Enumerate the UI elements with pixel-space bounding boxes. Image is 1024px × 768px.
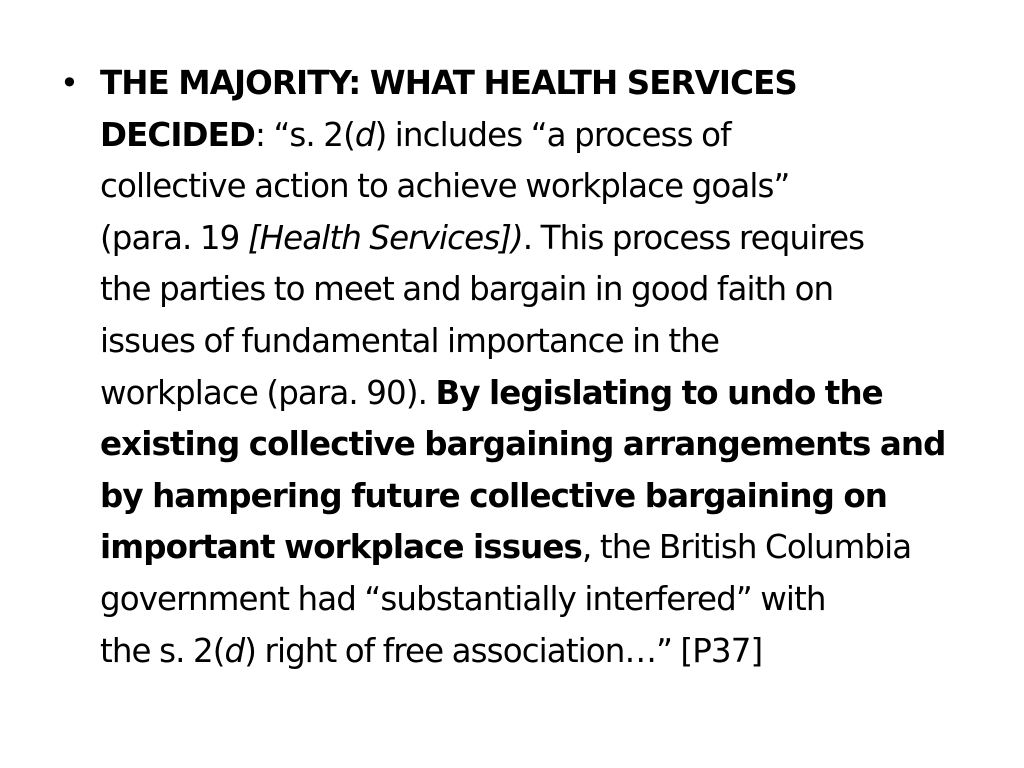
- bullet-paragraph: [60, 58, 980, 677]
- text-segment: (para. 19: [100, 218, 248, 257]
- italic-text: [Health Services]): [247, 218, 523, 257]
- text-segment: : “s. 2(: [254, 115, 355, 154]
- text-line: [100, 316, 980, 368]
- text-segment: collective action to achieve workplace goals”: [100, 167, 790, 206]
- text-segment: . This process requires: [522, 218, 865, 257]
- text-segment: , the British Columbia: [581, 528, 912, 567]
- text-segment: government had “substantially interfered” with: [100, 579, 826, 618]
- text-segment: workplace (para. 90).: [100, 373, 436, 412]
- bold-text: THE MAJORITY: WHAT HEALTH SERVICES: [100, 64, 797, 102]
- bold-text: existing collective bargaining arrangements and: [100, 425, 946, 464]
- bullet-marker: •: [60, 64, 78, 102]
- text-line: [100, 110, 980, 162]
- text-line: [100, 58, 980, 110]
- text-line: [100, 522, 980, 574]
- text-segment: ) includes “a process of: [374, 115, 731, 154]
- bold-text: DECIDED: [100, 115, 255, 154]
- text-line: [100, 574, 980, 626]
- bold-text: By legislating to undo the: [435, 373, 883, 412]
- text-line: [100, 626, 980, 678]
- text-segment: the s. 2(: [100, 631, 225, 670]
- italic-text: d: [354, 115, 375, 154]
- text-segment: ) right of free association…” [P37]: [244, 631, 763, 670]
- text-line: [100, 213, 980, 265]
- text-line: [100, 419, 980, 471]
- paragraph-lines: [100, 58, 980, 677]
- text-line: [100, 368, 980, 420]
- bold-text: important workplace issues: [100, 528, 582, 567]
- italic-text: d: [224, 631, 245, 670]
- text-line: [100, 471, 980, 523]
- text-segment: the parties to meet and bargain in good faith on: [100, 270, 834, 309]
- bold-text: by hampering future collective bargaining on: [100, 476, 888, 515]
- text-line: [100, 161, 980, 213]
- text-line: [100, 264, 980, 316]
- text-segment: issues of fundamental importance in the: [100, 321, 720, 360]
